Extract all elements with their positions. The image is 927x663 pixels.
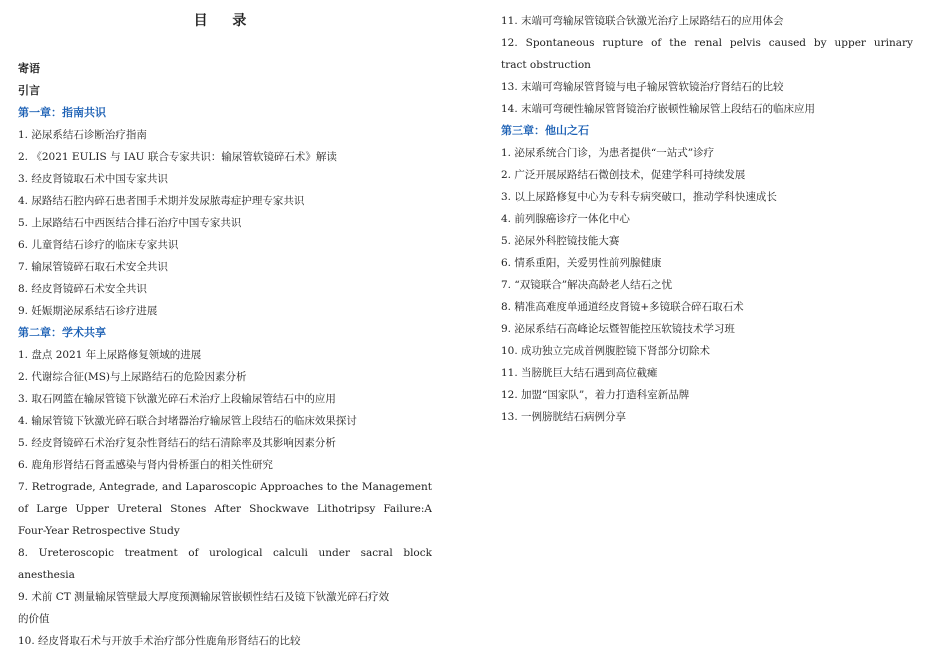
toc-entry: Four-Year Retrospective Study — [18, 525, 180, 537]
toc-entry: 12. 加盟“国家队”，着力打造科室新品牌 — [501, 389, 690, 401]
toc-entry: 5. 上尿路结石中西医结合排石治疗中国专家共识 — [18, 217, 242, 229]
toc-entry: 11. 当膀胱巨大结石遇到高位截瘫 — [501, 367, 658, 379]
toc-entry: 4. 前列腺癌诊疗一体化中心 — [501, 213, 630, 225]
toc-entry: 2. 广泛开展尿路结石微创技术，促建学科可持续发展 — [501, 169, 746, 181]
toc-entry: 7. Retrograde, Antegrade, and Laparoscopic Approaches to the Management — [18, 481, 432, 493]
toc-entry: tract obstruction — [501, 59, 591, 71]
toc-entry: 3. 经皮肾镜取石术中国专家共识 — [18, 173, 168, 185]
toc-entry: 10. 成功独立完成首例腹腔镜下肾部分切除术 — [501, 345, 711, 357]
toc-entry: 3. 以上尿路修复中心为专科专病突破口，推动学科快速成长 — [501, 191, 777, 203]
toc-entry: anesthesia — [18, 569, 75, 581]
toc-entry: 2. 代谢综合征(MS)与上尿路结石的危险因素分析 — [18, 371, 247, 383]
toc-entry: 13. 末端可弯输尿管肾镜与电子输尿管软镜治疗肾结石的比较 — [501, 81, 784, 93]
chapter-heading: 第二章：学术共享 — [18, 326, 106, 339]
toc-entry: 2. 《2021 EULIS 与 IAU 联合专家共识：输尿管软镜碎石术》解读 — [18, 151, 337, 163]
toc-entry: 1. 泌尿系统合门诊，为患者提供“一站式”诊疗 — [501, 147, 715, 159]
toc-entry: 7. “双镜联合”解决高龄老人结石之忧 — [501, 279, 673, 291]
toc-entry: 9. 妊娠期泌尿系结石诊疗进展 — [18, 305, 158, 317]
toc-entry: 6. 情系重阳，关爱男性前列腺健康 — [501, 257, 662, 269]
toc-entry: 9. 术前 CT 测量输尿管壁最大厚度预测输尿管嵌顿性结石及镜下钬激光碎石疗效 — [18, 591, 390, 603]
toc-entry: 3. 取石网篮在输尿管镜下钬激光碎石术治疗上段输尿管结石中的应用 — [18, 393, 336, 405]
toc-entry: 1. 盘点 2021 年上尿路修复领域的进展 — [18, 349, 202, 361]
toc-entry: 5. 泌尿外科腔镜技能大赛 — [501, 235, 620, 247]
toc-entry: 4. 尿路结石腔内碎石患者围手术期并发尿脓毒症护理专家共识 — [18, 195, 305, 207]
toc-entry: 12. Spontaneous rupture of the renal pelvis caused by upper urinary — [501, 37, 913, 49]
toc-entry: 13. 一例膀胱结石病例分享 — [501, 411, 627, 423]
chapter-heading: 第三章：他山之石 — [501, 124, 589, 137]
toc-entry: 8. 精准高难度单通道经皮肾镜+多镜联合碎石取石术 — [501, 301, 744, 313]
toc-entry: 10. 经皮肾取石术与开放手术治疗部分性鹿角形肾结石的比较 — [18, 635, 301, 647]
toc-entry: 14. 末端可弯硬性输尿管肾镜治疗嵌顿性输尿管上段结石的临床应用 — [501, 103, 816, 115]
toc-entry: 5. 经皮肾镜碎石术治疗复杂性肾结石的结石清除率及其影响因素分析 — [18, 437, 336, 449]
toc-entry: 4. 输尿管镜下钬激光碎石联合封堵器治疗输尿管上段结石的临床效果探讨 — [18, 415, 357, 427]
toc-entry: 7. 输尿管镜碎石取石术安全共识 — [18, 261, 168, 273]
toc-entry: 11. 末端可弯输尿管镜联合钬激光治疗上尿路结石的应用体会 — [501, 15, 784, 27]
chapter-heading: 第一章：指南共识 — [18, 106, 106, 119]
toc-entry: 的价值 — [18, 613, 50, 625]
section-heading: 寄语 — [18, 62, 40, 75]
toc-entry: 1. 泌尿系结石诊断治疗指南 — [18, 129, 147, 141]
toc-entry: 6. 鹿角形肾结石肾盂感染与肾内骨桥蛋白的相关性研究 — [18, 459, 273, 471]
toc-entry: of Large Upper Ureteral Stones After Shockwave Lithotripsy Failure:A — [18, 503, 432, 515]
toc-entry: 9. 泌尿系结石高峰论坛暨智能控压软镜技术学习班 — [501, 323, 735, 335]
toc-entry: 8. 经皮肾镜碎石术安全共识 — [18, 283, 147, 295]
toc-title: 目 录 — [193, 13, 257, 29]
section-heading: 引言 — [18, 84, 40, 97]
toc-entry: 8. Ureteroscopic treatment of urological calculi under sacral block — [18, 547, 432, 559]
toc-entry: 6. 儿童肾结石诊疗的临床专家共识 — [18, 239, 179, 251]
